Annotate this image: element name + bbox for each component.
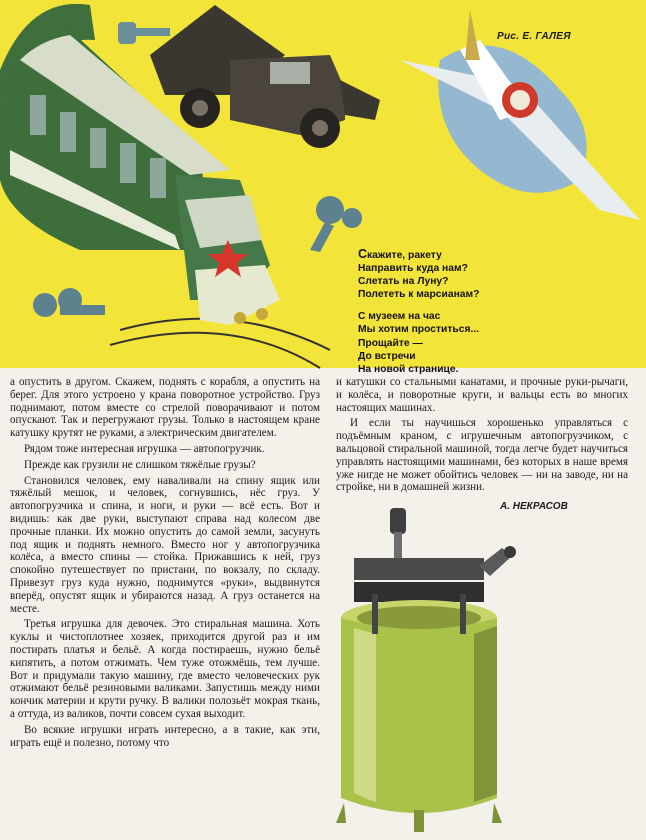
article-paragraph: Рядом тоже интересная игрушка — автопогрузчик.	[24, 442, 265, 455]
poem-line: Направить куда нам?	[358, 263, 468, 275]
poem-line-rest: кажите, ракету	[367, 250, 442, 261]
poem-line: На новой странице.	[358, 363, 459, 375]
toy-truck	[150, 5, 380, 148]
article-paragraph: и катушки со стальными канатами, и прочные руки-рычаги, и колёса, и поворотные круги, и вальцы есть во многих настоящих машинах.	[336, 376, 628, 414]
article-paragraph: а опустить в другом. Скажем, поднять с корабля, а опустить на берег. Для этого устроено у крана поворотное устройство. Груз поднимают, потом вместе со стрелой поворачивают и потом опускают. Так и перегружают грузы. Только в настоящем кране катушку крутят не руками, а электрическим двигателем.	[10, 376, 320, 440]
poem-line: Слетать на Луну?	[358, 276, 449, 288]
article-right-column	[336, 376, 628, 497]
rails	[110, 319, 330, 368]
drop-cap: С	[358, 247, 368, 261]
article-paragraph: Прежде как грузили не слишком тяжёлые грузы?	[24, 458, 256, 471]
washing-machine-illustration	[314, 508, 524, 834]
article-paragraph: Становился человек, ему наваливали на спину ящик или тяжёлый мешок, и человек, согнувшись, нёс груз. У автопогрузчика и спина, и ноги, и руки — всё есть. Вот и видишь: как две руки, выступают справа над колесом две прочные планки. Их можно опустить до самой земли, засунуть под ящик и поднять немного. Вместо ног у автопогрузчика колёса, а вместо спины — стойка. Прижавшись к ней, груз спокойно путешествует по пристани, по вокзалу, по складу. Привезут груз куда нужно, поднимутся «руки», выдвинутся вперёд, опустят ящик и убираются назад. А груз останется на месте.	[10, 474, 320, 615]
wind-up-key-1	[118, 22, 170, 44]
illustration-credit: Рис. Е. ГАЛЕЯ	[497, 31, 571, 42]
author-signature: А. НЕКРАСОВ	[500, 501, 568, 512]
article-left-column	[10, 376, 320, 752]
top-illustration	[0, 0, 646, 375]
poem-line: Полететь к марсианам?	[358, 289, 480, 301]
poem	[358, 248, 638, 376]
stanza-gap	[358, 301, 638, 310]
poem-line: С музеем на час	[358, 311, 441, 323]
poem-line: Мы хотим проститься...	[358, 324, 480, 336]
poem-line: Прощайте —	[358, 337, 423, 349]
wind-up-key-3	[33, 288, 105, 317]
article-paragraph: И если ты научишься хорошенько управляться с подъёмным краном, с игрушечным автопогрузчиком, с вальцовой стиральной машиной, тогда легче будет научиться управлять настоящими машинами, без которых в наше время уже нигде не может обойтись человек — ни на заводе, ни на стройке, ни в домашней жизни.	[336, 417, 628, 494]
article-paragraph: Третья игрушка для девочек. Это стиральная машина. Хоть куклы и чистоплотнее хозяек, приходится другой раз и им постирать платья и бельё. А когда постираешь, нужно бельё кипятить, а потом отжимать. Чем туже отожмёшь, тем лучше. Вот и придумали такую машину, где вместо человеческих рук отжимают бельё резиновыми валиками. Запустишь между ними кончик материи и крути ручку. В валики полозьёт мокрая ткань, а оттуда, из валиков, почти совсем сухая выходит.	[10, 618, 320, 720]
wind-up-key-2	[310, 196, 362, 252]
poem-line: До встречи	[358, 350, 416, 362]
article-paragraph: Во всякие игрушки играть интересно, а в такие, как эти, играть ещё и полезно, потому что	[10, 723, 320, 749]
poem-line	[358, 248, 638, 262]
